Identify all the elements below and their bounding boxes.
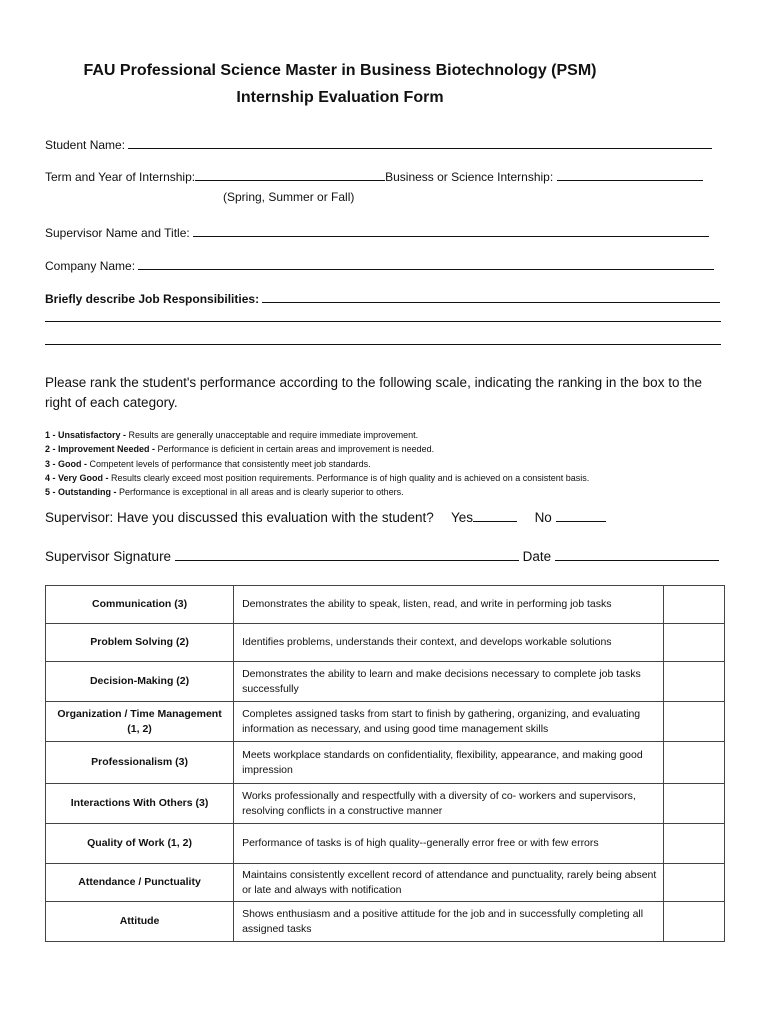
table-row: [46, 662, 725, 702]
rating-box[interactable]: [663, 586, 724, 624]
signature-row: [45, 548, 719, 564]
date-label: Date: [522, 549, 552, 564]
rating-scale: [45, 428, 589, 499]
signature-field[interactable]: [175, 548, 519, 561]
criterion-category: Attendance / Punctuality: [46, 864, 234, 902]
criterion-category: Organization / Time Management (1, 2): [46, 702, 234, 742]
yes-field[interactable]: [473, 509, 517, 522]
scale-item: 5 - Outstanding - Performance is exceptional in all areas and is clearly superior to others.: [45, 487, 404, 498]
rating-box[interactable]: [663, 864, 724, 902]
criterion-category: Quality of Work (1, 2): [46, 824, 234, 864]
company-name-row: [45, 257, 714, 273]
supervisor-name-label: Supervisor Name and Title:: [45, 226, 190, 240]
criterion-description: Maintains consistently excellent record of attendance and punctuality, rarely being absent or late and always with notification: [234, 864, 664, 902]
criterion-category: Communication (3): [46, 586, 234, 624]
form-subtitle: Internship Evaluation Form: [236, 89, 444, 106]
scale-item: 2 - Improvement Needed - Performance is deficient in certain areas and improvement is needed.: [45, 444, 435, 455]
evaluation-table: [45, 585, 725, 942]
responsibilities-field[interactable]: [262, 290, 720, 303]
student-name-row: [45, 136, 712, 152]
responsibilities-line-2[interactable]: [45, 321, 721, 322]
rating-box[interactable]: [663, 784, 724, 824]
criterion-category: Professionalism (3): [46, 742, 234, 784]
student-name-label: Student Name:: [45, 138, 126, 152]
criterion-description: Demonstrates the ability to speak, listen, read, and write in performing job tasks: [234, 586, 664, 624]
student-name-field[interactable]: [128, 136, 712, 149]
criterion-category: Interactions With Others (3): [46, 784, 234, 824]
scale-item: 4 - Very Good - Results clearly exceed most position requirements. Performance is of high quality and is achieved on a consistent basis.: [45, 472, 590, 483]
criterion-description: Demonstrates the ability to learn and make decisions necessary to complete job tasks successfully: [234, 662, 664, 702]
no-field[interactable]: [556, 509, 606, 522]
rating-box[interactable]: [663, 624, 724, 662]
criterion-description: Performance of tasks is of high quality--generally error free or with few errors: [234, 824, 664, 864]
table-row: [46, 824, 725, 864]
criterion-category: Decision-Making (2): [46, 662, 234, 702]
criterion-description: Identifies problems, understands their context, and develops workable solutions: [234, 624, 664, 662]
criterion-category: Problem Solving (2): [46, 624, 234, 662]
internship-type-field[interactable]: [557, 168, 703, 181]
criterion-description: Meets workplace standards on confidentiality, flexibility, appearance, and making good impression: [234, 742, 664, 784]
internship-type-label: Business or Science Internship:: [385, 170, 554, 184]
table-row: [46, 586, 725, 624]
supervisor-name-field[interactable]: [193, 224, 709, 237]
criterion-category: Attitude: [46, 902, 234, 942]
table-row: [46, 742, 725, 784]
company-name-label: Company Name:: [45, 259, 136, 273]
responsibilities-line-3[interactable]: [45, 344, 721, 345]
table-row: [46, 624, 725, 662]
table-row: [46, 784, 725, 824]
responsibilities-label: Briefly describe Job Responsibilities:: [45, 292, 260, 306]
signature-label: Supervisor Signature: [45, 549, 172, 564]
supervisor-name-row: [45, 224, 709, 240]
responsibilities-row: [45, 290, 720, 306]
date-field[interactable]: [555, 548, 719, 561]
supervisor-question-row: [45, 509, 606, 525]
criterion-description: Works professionally and respectfully with a diversity of co- workers and supervisors, resolving conflicts in a constructive manner: [234, 784, 664, 824]
no-label: No: [534, 510, 552, 525]
table-row: [46, 702, 725, 742]
term-year-label: Term and Year of Internship:: [45, 170, 196, 184]
rank-instruction: Please rank the student's performance according to the following scale, indicating the ranking in the box to the right of each category.: [45, 375, 702, 410]
criterion-description: Completes assigned tasks from start to finish by gathering, organizing, and evaluating information as necessary, and using good time management skills: [234, 702, 664, 742]
form-title: FAU Professional Science Master in Business Biotechnology (PSM): [83, 62, 597, 79]
table-row: [46, 864, 725, 902]
supervisor-question: Supervisor: Have you discussed this evaluation with the student?: [45, 510, 434, 525]
term-row: [45, 168, 703, 184]
rating-box[interactable]: [663, 742, 724, 784]
scale-item: 1 - Unsatisfactory - Results are generally unacceptable and require immediate improvement.: [45, 430, 419, 440]
rating-box[interactable]: [663, 702, 724, 742]
criterion-description: Shows enthusiasm and a positive attitude for the job and in successfully completing all assigned tasks: [234, 902, 664, 942]
rating-box[interactable]: [663, 902, 724, 942]
term-hint: (Spring, Summer or Fall): [223, 190, 355, 204]
rating-box[interactable]: [663, 662, 724, 702]
term-year-field[interactable]: [195, 168, 385, 181]
rating-box[interactable]: [663, 824, 724, 864]
scale-item: 3 - Good - Competent levels of performance that consistently meet job standards.: [45, 458, 371, 469]
yes-label: Yes: [451, 510, 474, 525]
table-row: [46, 902, 725, 942]
company-name-field[interactable]: [138, 257, 714, 270]
